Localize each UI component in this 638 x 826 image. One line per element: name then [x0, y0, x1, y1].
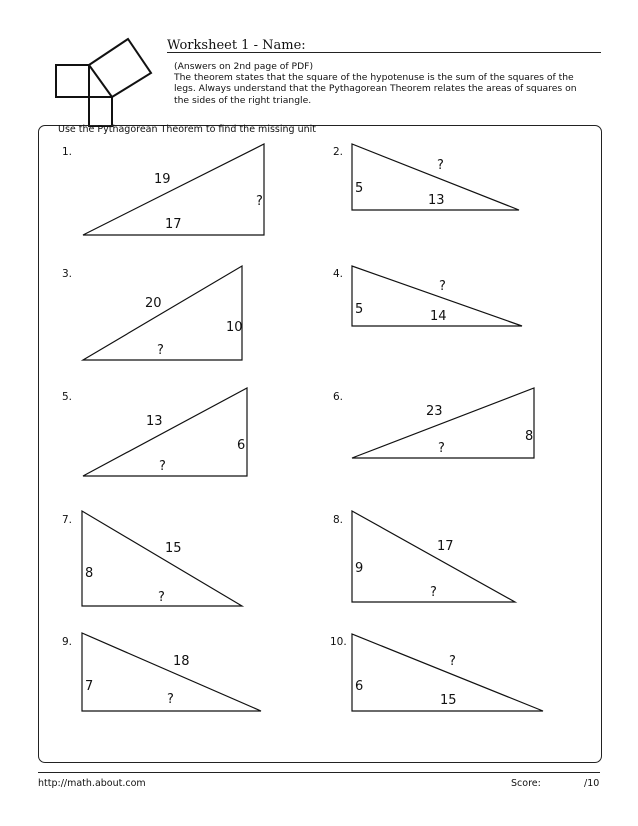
vertical-leg-label: 10 [226, 320, 243, 335]
bottom-leg-label: ? [158, 590, 165, 605]
problem-number: 4. [333, 268, 344, 280]
vertical-leg-label: 8 [525, 429, 534, 444]
bottom-leg-label: ? [438, 441, 445, 456]
score-label: Score: [511, 778, 541, 789]
bottom-leg-label: ? [167, 692, 174, 707]
hypotenuse-label: 13 [146, 414, 163, 429]
problem-number: 6. [333, 391, 344, 403]
bottom-leg-label: 14 [430, 309, 447, 324]
problem-number: 10. [330, 636, 347, 648]
hypotenuse-label: 20 [145, 296, 162, 311]
problem-number: 8. [333, 514, 344, 526]
problem-number: 5. [62, 391, 73, 403]
vertical-leg-label: ? [256, 194, 263, 209]
problem-number: 1. [62, 146, 73, 158]
hypotenuse-label: 18 [173, 654, 190, 669]
problem-number: 9. [62, 636, 73, 648]
bottom-leg-label: ? [157, 343, 164, 358]
vertical-leg-label: 5 [355, 181, 364, 196]
instructions: Use the Pythagorean Theorem to find the missing unit [58, 124, 316, 135]
bottom-leg-label: 17 [165, 217, 182, 232]
bottom-leg-label: ? [159, 459, 166, 474]
hypotenuse-label: 15 [165, 541, 182, 556]
footer-rule [38, 772, 600, 773]
problem-number: 7. [62, 514, 73, 526]
hypotenuse-label: ? [437, 158, 444, 173]
bottom-leg-label: ? [430, 585, 437, 600]
footer-url[interactable]: http://math.about.com [38, 778, 146, 789]
problem-number: 2. [333, 146, 344, 158]
hypotenuse-label: 17 [437, 539, 454, 554]
score-total: /10 [584, 778, 600, 789]
vertical-leg-label: 8 [85, 566, 94, 581]
hypotenuse-label: ? [449, 654, 456, 669]
theorem-description: The theorem states that the square of the hypotenuse is the sum of the squares of the legs. Always understand that the Pythagorean Theorem relates the areas of squares on the sides of the right triangle. [174, 72, 577, 106]
bottom-leg-label: 13 [428, 193, 445, 208]
hypotenuse-label: 23 [426, 404, 443, 419]
hypotenuse-label: 19 [154, 172, 171, 187]
problem-number: 3. [62, 268, 73, 280]
vertical-leg-label: 9 [355, 561, 364, 576]
worksheet-title: Worksheet 1 - Name: [167, 38, 306, 53]
vertical-leg-label: 5 [355, 302, 364, 317]
bottom-leg-label: 15 [440, 693, 457, 708]
hypotenuse-label: ? [439, 279, 446, 294]
vertical-leg-label: 6 [237, 438, 246, 453]
answers-note: (Answers on 2nd page of PDF) [174, 61, 314, 72]
vertical-leg-label: 6 [355, 679, 364, 694]
vertical-leg-label: 7 [85, 679, 94, 694]
